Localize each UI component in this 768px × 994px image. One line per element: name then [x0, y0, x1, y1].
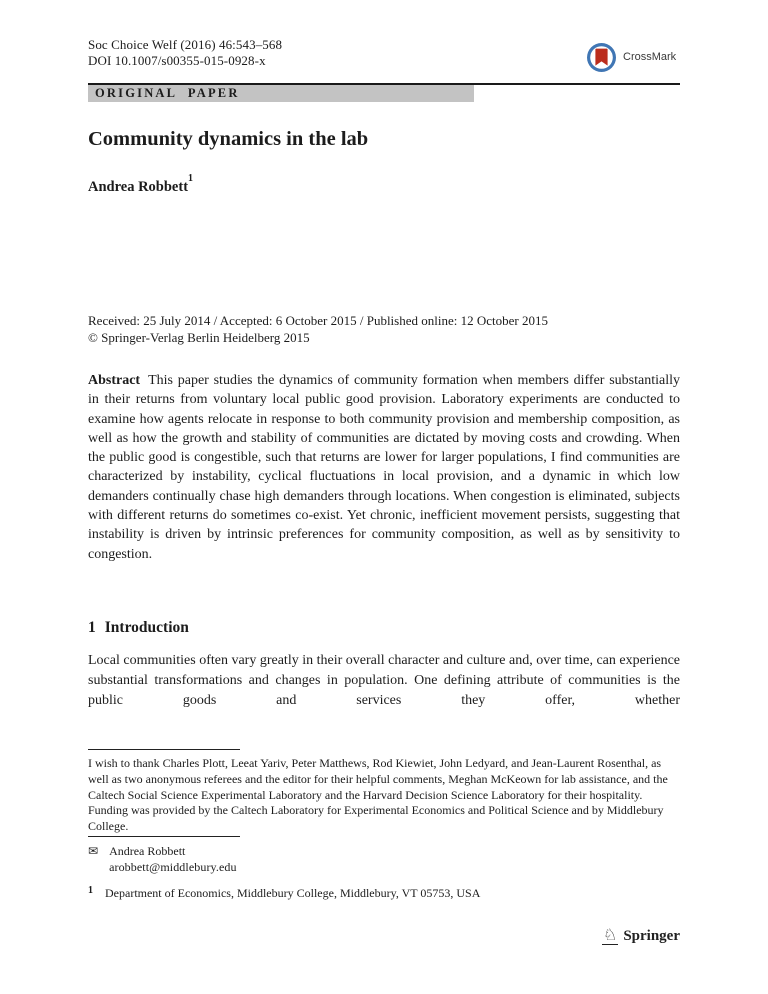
page-title: Community dynamics in the lab	[88, 128, 369, 150]
author-name: Andrea Robbett	[88, 178, 189, 195]
author-line	[88, 173, 680, 196]
affiliation-line	[88, 886, 680, 901]
springer-logo	[602, 927, 680, 945]
received-accepted-line: Received: 25 July 2014 / Accepted: 6 October 2015 / Published online: 12 October 2015	[88, 313, 548, 328]
footnote-rule	[88, 749, 240, 750]
publisher-name: Springer	[623, 927, 680, 944]
journal-ref: Soc Choice Welf (2016) 46:543–568	[88, 37, 283, 52]
section-title: Introduction	[104, 619, 189, 636]
section-heading	[88, 619, 680, 637]
abstract	[88, 371, 680, 564]
correspondence-block	[88, 843, 680, 875]
copyright-line: © Springer-Verlag Berlin Heidelberg 2015	[88, 329, 310, 345]
author-affiliation-ref: 1	[188, 173, 194, 184]
correspondent-name: Andrea Robbett	[109, 844, 186, 858]
affiliation-text: Department of Economics, Middlebury College, Middlebury, VT 05753, USA	[105, 886, 481, 900]
crossmark-badge[interactable]	[586, 39, 694, 75]
springer-horse-icon: ♘	[602, 925, 618, 944]
affiliation-ref: 1	[88, 885, 93, 896]
article-type-banner: ORIGINAL PAPER	[88, 85, 474, 102]
correspondent-email[interactable]: arobbett@middlebury.edu	[109, 860, 237, 874]
intro-paragraph: Local communities often vary greatly in their overall character and culture and, over time, can experience substantial transformations and changes in population. One defining attribute of communities is the public goods and services they offer, whether	[88, 653, 681, 708]
abstract-text: This paper studies the dynamics of community formation when members differ substantially in their returns from voluntary local public good provision. Laboratory experiments are conducted to examine how agents relocate in response to both community provision and membership composition, as well as how the growth and stability of communities are dictated by moving costs and crowding. When the public good is congestible, such that returns are lower for larger populations, I find communities are characterized by instability, cyclical fluctuations in local provision, and a dynamic in which low demanders continually chase high demanders through locations. When congestion is eliminated, subjects with different returns do sometimes co-exist. Yet chronic, inefficient movement persists, suggesting that instability is driven by intrinsic preferences for community composition, as well as by sensitivity to congestion.	[88, 373, 680, 562]
crossmark-icon	[586, 42, 617, 73]
correspondence-lines	[109, 843, 237, 875]
article-history	[88, 313, 680, 346]
abstract-label: Abstract	[88, 373, 141, 388]
email-icon: ✉	[88, 844, 99, 858]
acknowledgment-footnote: I wish to thank Charles Plott, Leeat Yariv, Peter Matthews, Rod Kiewiet, John Ledyard, and Jean-Laurent Rosenthal, as well as two anonymous referees and the editor for their helpful comments, Meghan McKeown for lab assistance, and the Caltech Social Science Experimental Laboratory and the Harvard Decision Science Laboratory for their hospitality. Funding was provided by the Caltech Laboratory for Experimental Economics and Political Science and by Middlebury College.	[88, 756, 668, 834]
crossmark-label: CrossMark	[623, 51, 677, 63]
section-number: 1	[88, 619, 96, 636]
doi: DOI 10.1007/s00355-015-0928-x	[88, 52, 266, 68]
correspondence-rule	[88, 836, 240, 837]
